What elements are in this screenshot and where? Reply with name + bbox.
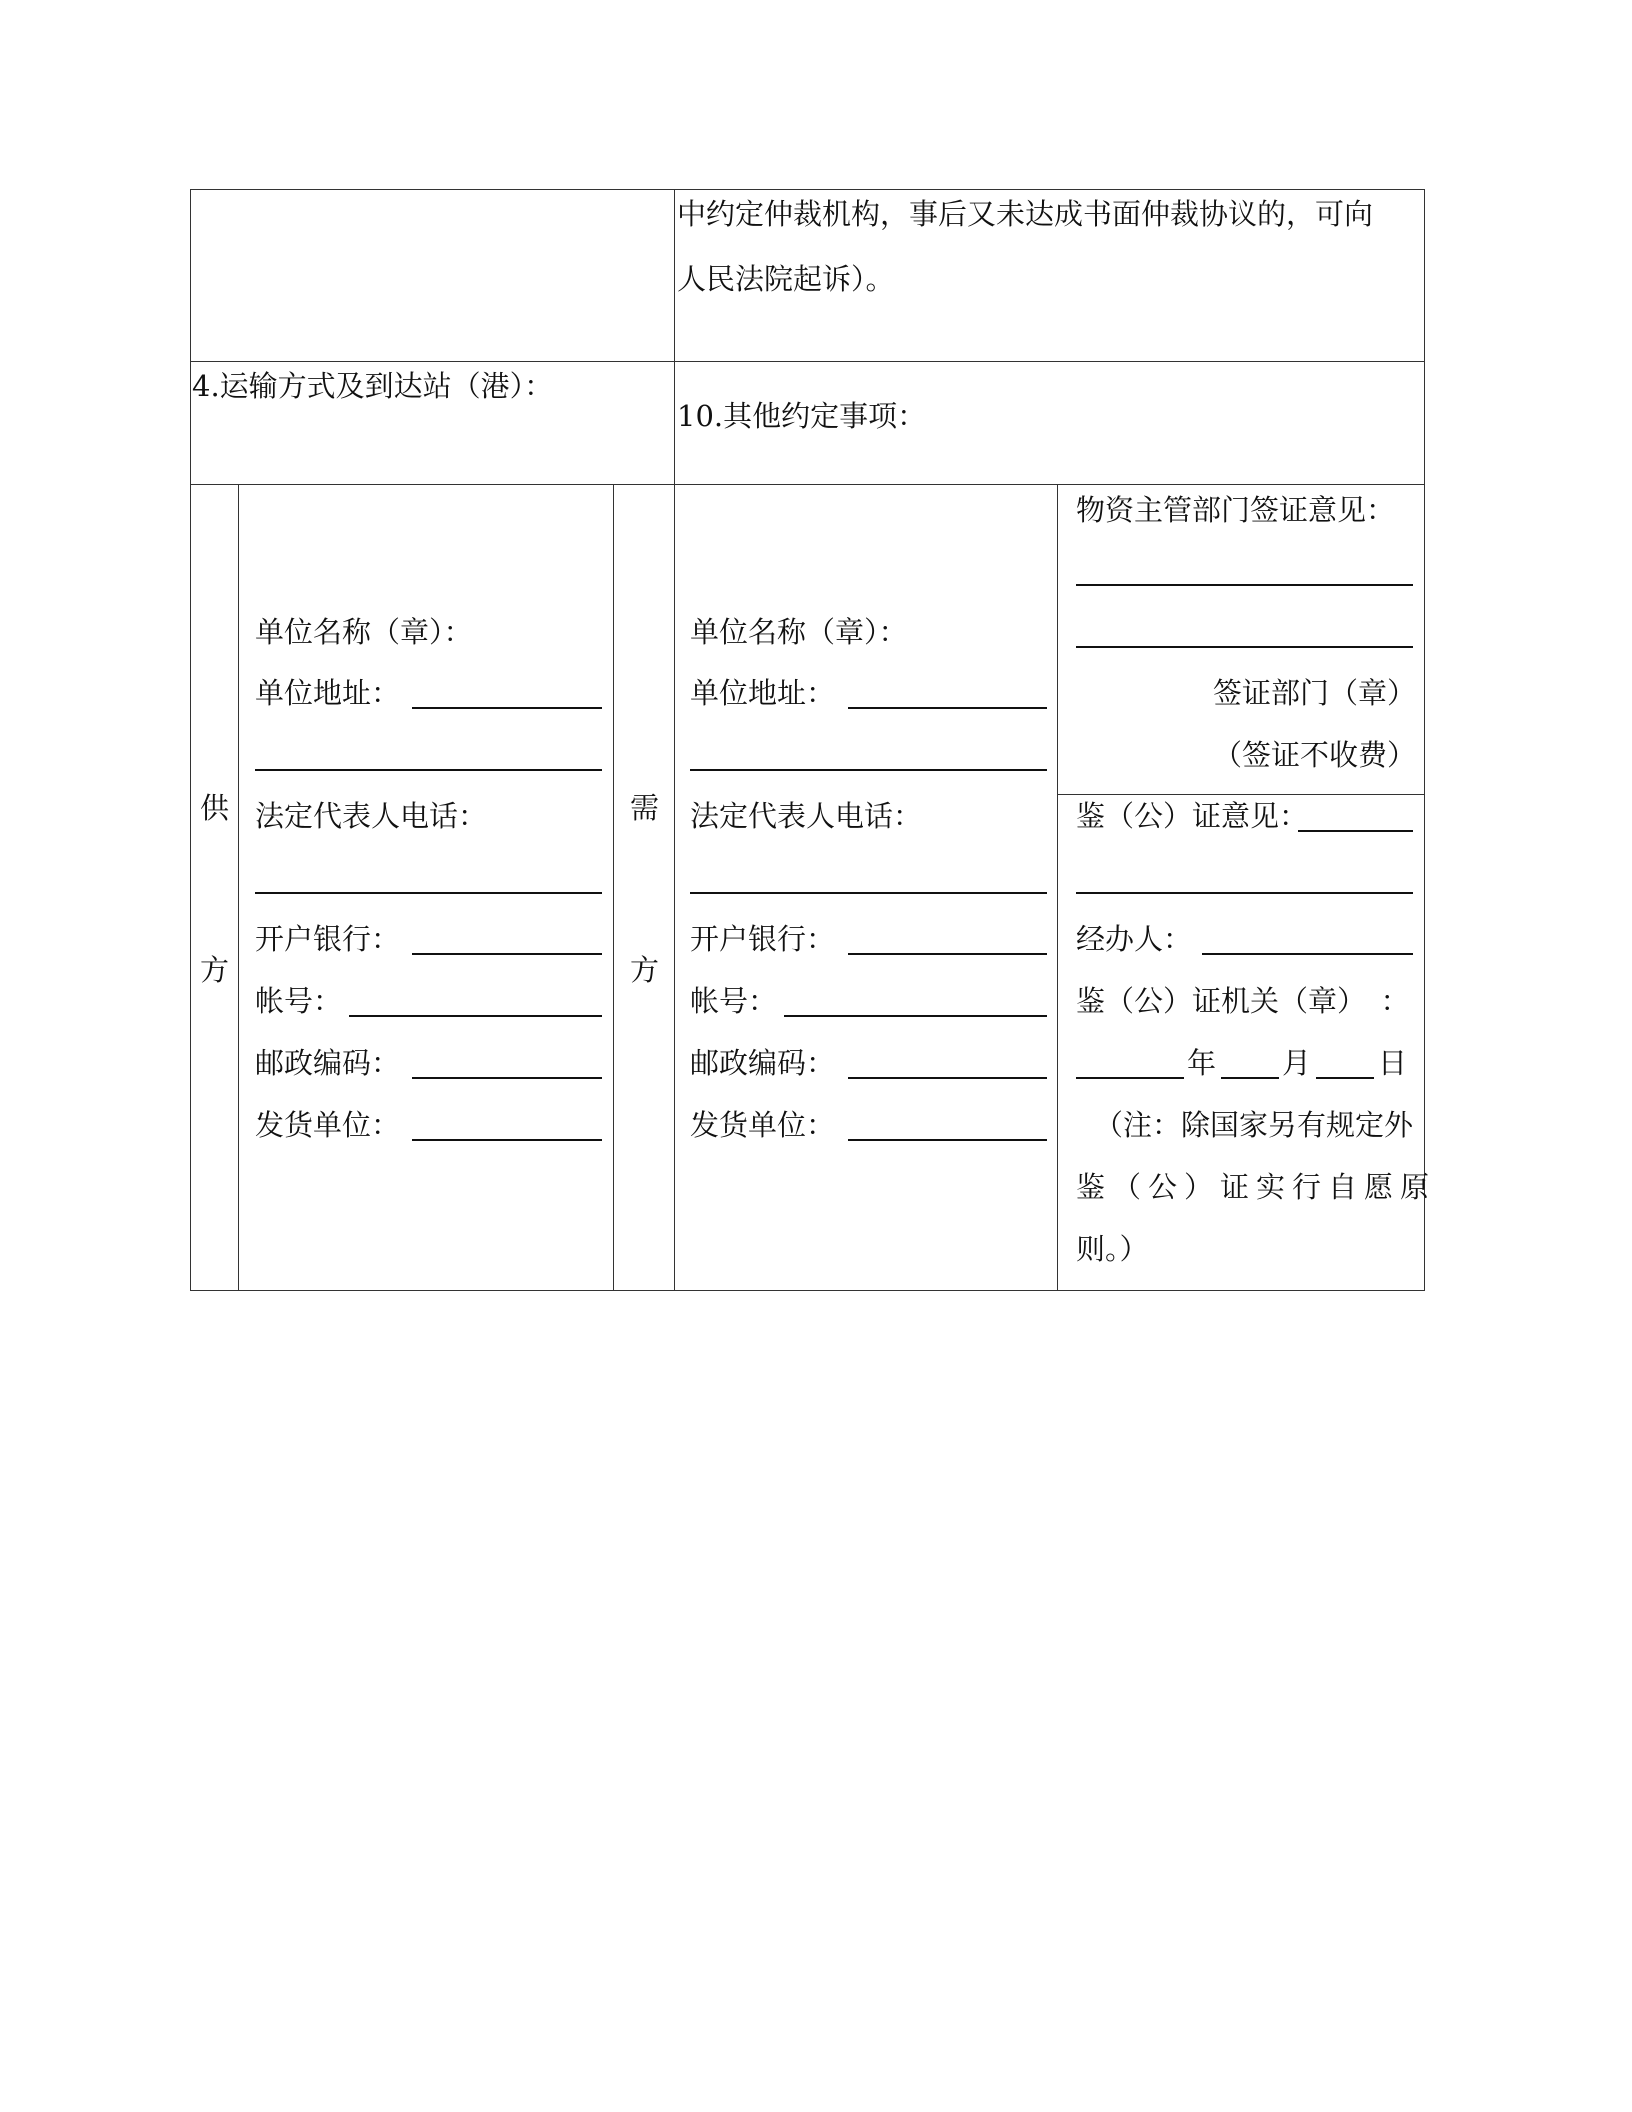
supplier-postal-label: 邮政编码： [255,1046,401,1080]
notary-month-label: 月 [1282,1046,1312,1080]
buyer-address-label: 单位地址： [690,676,836,710]
buyer-account-line[interactable] [784,1015,1047,1017]
supplier-shipping-label: 发货单位： [255,1108,401,1142]
notary-note-line3: 则。） [1076,1232,1149,1266]
notary-office-label: 鉴（公）证机关（章） ： [1076,984,1410,1018]
buyer-name-label: 单位名称（章）： [690,615,908,649]
authority-opinion-line1[interactable] [1076,584,1413,586]
supplier-address-line2[interactable] [255,769,602,771]
arbitration-text-line2: 人民法院起诉）。 [677,262,895,296]
authority-opinion-line2[interactable] [1076,646,1413,648]
supplier-bank-line[interactable] [412,953,602,955]
buyer-bank-line[interactable] [848,953,1047,955]
transport-label: 4.运输方式及到达站（港）： [192,369,554,403]
authority-opinion-label: 物资主管部门签证意见： [1076,493,1396,527]
buyer-address-line[interactable] [848,707,1047,709]
supplier-buyer-divider [613,484,614,1291]
buyer-shipping-line[interactable] [848,1139,1047,1141]
notary-note-line1: （注：除国家另有规定外 [1094,1108,1414,1142]
supplier-postal-line[interactable] [412,1077,602,1079]
notary-note-line2: 鉴（公）证实行自愿原 [1076,1170,1437,1204]
supplier-label-divider [238,484,239,1291]
supplier-label-char2: 方 [200,953,230,987]
buyer-label-char2: 方 [630,953,660,987]
arbitration-text-line1: 中约定仲裁机构，事后又未达成书面仲裁协议的，可向 [677,197,1374,231]
buyer-shipping-label: 发货单位： [690,1108,836,1142]
supplier-legal-rep-label: 法定代表人电话： [255,799,488,833]
notary-year-label: 年 [1187,1046,1217,1080]
notary-month-line[interactable] [1221,1077,1279,1079]
authority-dept-label: 签证部门（章） [1212,676,1416,710]
supplier-account-label: 帐号： [255,984,343,1018]
supplier-shipping-line[interactable] [412,1139,602,1141]
supplier-bank-label: 开户银行： [255,922,401,956]
buyer-label-char1: 需 [630,791,660,825]
buyer-legal-rep-line[interactable] [690,892,1047,894]
row-divider-1 [190,361,1425,362]
buyer-postal-label: 邮政编码： [690,1046,836,1080]
buyer-postal-line[interactable] [848,1077,1047,1079]
buyer-address-line2[interactable] [690,769,1047,771]
buyer-legal-rep-label: 法定代表人电话： [690,799,923,833]
other-terms-label: 10.其他约定事项： [677,399,927,433]
authority-free-note: （签证不收费） [1212,738,1416,772]
notary-handler-line[interactable] [1202,953,1413,955]
notary-day-line[interactable] [1316,1077,1374,1079]
buyer-authority-divider [1057,484,1058,1291]
supplier-account-line[interactable] [349,1015,602,1017]
supplier-address-label: 单位地址： [255,676,401,710]
column-divider-main [674,189,675,1291]
buyer-account-label: 帐号： [690,984,778,1018]
supplier-name-label: 单位名称（章）： [255,615,473,649]
right-cell-divider [1057,794,1425,795]
notary-handler-label: 经办人： [1076,922,1193,956]
notary-opinion-line1[interactable] [1298,830,1413,832]
supplier-label-char1: 供 [200,791,230,825]
notary-opinion-label: 鉴（公）证意见： [1076,799,1309,833]
row-divider-2 [190,484,1425,485]
supplier-legal-rep-line[interactable] [255,892,602,894]
notary-opinion-line2[interactable] [1076,892,1413,894]
notary-year-line[interactable] [1076,1077,1184,1079]
supplier-address-line[interactable] [412,707,602,709]
buyer-bank-label: 开户银行： [690,922,836,956]
notary-day-label: 日 [1378,1046,1408,1080]
